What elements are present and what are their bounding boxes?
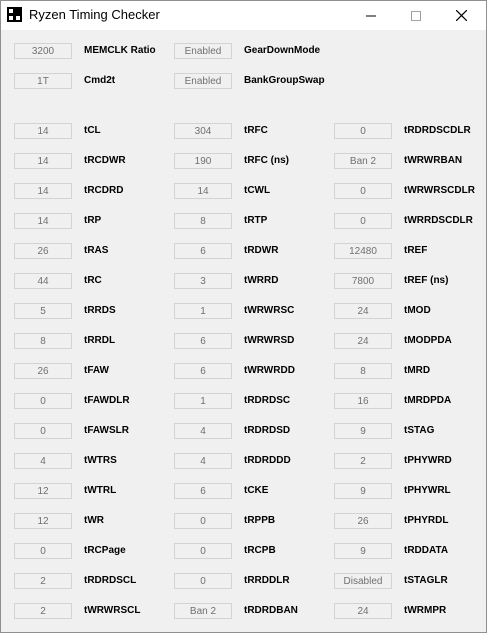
field-label: tRDRDSCDLR xyxy=(404,125,471,136)
field-label: tWRWRSCDLR xyxy=(404,185,475,196)
value-field: 7800 xyxy=(334,273,392,289)
field-label: tRP xyxy=(84,215,102,226)
value-field: Ban 2 xyxy=(174,603,232,619)
value-field: 0 xyxy=(174,513,232,529)
field-label: tMRD xyxy=(404,365,431,376)
value-field: 24 xyxy=(334,333,392,349)
value-field: 0 xyxy=(334,213,392,229)
field-label: tRCDRD xyxy=(84,185,124,196)
value-field: 0 xyxy=(174,573,232,589)
value-field: 16 xyxy=(334,393,392,409)
field-label: GearDownMode xyxy=(244,45,321,56)
value-field: 1 xyxy=(174,303,232,319)
field-label: tWRWRSCL xyxy=(84,605,141,616)
field-label: MEMCLK Ratio xyxy=(84,45,156,56)
value-field: 14 xyxy=(14,213,72,229)
field-label: Cmd2t xyxy=(84,75,116,86)
field-label: tWRMPR xyxy=(404,605,447,616)
value-field: 0 xyxy=(174,543,232,559)
value-field: Enabled xyxy=(174,43,232,59)
close-icon xyxy=(456,10,467,21)
field-label: tRFC xyxy=(244,125,268,136)
value-field: Enabled xyxy=(174,73,232,89)
field-label: tRAS xyxy=(84,245,109,256)
field-label: tREF xyxy=(404,245,428,256)
field-label: tPHYRDL xyxy=(404,515,449,526)
value-field: 1 xyxy=(174,393,232,409)
value-field: 5 xyxy=(14,303,72,319)
field-label: tRDDATA xyxy=(404,545,449,556)
field-label: tFAWSLR xyxy=(84,425,129,436)
field-label: tRCPB xyxy=(244,545,276,556)
value-field: 4 xyxy=(14,453,72,469)
field-label: tPHYWRD xyxy=(404,455,452,466)
field-label: tCL xyxy=(84,125,101,136)
value-field: 26 xyxy=(14,363,72,379)
value-field: 24 xyxy=(334,603,392,619)
field-label: tCKE xyxy=(244,485,269,496)
field-label: tRRDDLR xyxy=(244,575,290,586)
field-label: tMOD xyxy=(404,305,431,316)
value-field: 0 xyxy=(334,183,392,199)
value-field: 44 xyxy=(14,273,72,289)
value-field: 6 xyxy=(174,363,232,379)
field-label: tRRDL xyxy=(84,335,116,346)
field-label: tWRWRDD xyxy=(244,365,295,376)
field-label: tRDRDSCL xyxy=(84,575,137,586)
value-field: Disabled xyxy=(334,573,392,589)
value-field: 2 xyxy=(14,573,72,589)
window-title: Ryzen Timing Checker xyxy=(29,7,160,22)
field-label: tRDRDSD xyxy=(244,425,291,436)
value-field: 0 xyxy=(14,393,72,409)
value-field: 9 xyxy=(334,543,392,559)
field-label: tRDWR xyxy=(244,245,279,256)
field-label: tFAW xyxy=(84,365,109,376)
field-label: tWR xyxy=(84,515,104,526)
field-label: tWTRL xyxy=(84,485,117,496)
field-label: tRC xyxy=(84,275,102,286)
value-field: 8 xyxy=(14,333,72,349)
value-field: 8 xyxy=(334,363,392,379)
value-field: 6 xyxy=(174,483,232,499)
maximize-button[interactable] xyxy=(393,1,439,30)
value-field: 6 xyxy=(174,243,232,259)
minimize-button[interactable] xyxy=(348,1,394,30)
value-field: 24 xyxy=(334,303,392,319)
field-label: tRCDWR xyxy=(84,155,126,166)
value-field: 0 xyxy=(14,543,72,559)
field-label: tRTP xyxy=(244,215,268,226)
field-label: tWRRDSCDLR xyxy=(404,215,473,226)
field-label: tCWL xyxy=(244,185,271,196)
value-field: 2 xyxy=(334,453,392,469)
value-field: 2 xyxy=(14,603,72,619)
field-label: tMRDPDA xyxy=(404,395,452,406)
value-field: 190 xyxy=(174,153,232,169)
value-field: 26 xyxy=(334,513,392,529)
field-label: tWRWRSC xyxy=(244,305,295,316)
field-label: tRDRDDD xyxy=(244,455,291,466)
field-label: tFAWDLR xyxy=(84,395,130,406)
value-field: 14 xyxy=(14,183,72,199)
value-field: 0 xyxy=(14,423,72,439)
field-label: tREF (ns) xyxy=(404,275,449,286)
field-label: tWRRD xyxy=(244,275,279,286)
field-label: tSTAGLR xyxy=(404,575,448,586)
field-label: tSTAG xyxy=(404,425,435,436)
value-field: Ban 2 xyxy=(334,153,392,169)
value-field: 9 xyxy=(334,483,392,499)
value-field: 14 xyxy=(174,183,232,199)
value-field: 14 xyxy=(14,153,72,169)
title-bar[interactable] xyxy=(1,1,486,30)
field-label: tRRDS xyxy=(84,305,116,316)
field-label: tRFC (ns) xyxy=(244,155,289,166)
value-field: 1T xyxy=(14,73,72,89)
field-label: tWRWRSD xyxy=(244,335,295,346)
value-field: 12 xyxy=(14,483,72,499)
field-label: tRCPage xyxy=(84,545,126,556)
field-label: BankGroupSwap xyxy=(244,75,325,86)
close-button[interactable] xyxy=(438,1,484,30)
field-label: tWRWRBAN xyxy=(404,155,463,166)
field-label: tWTRS xyxy=(84,455,117,466)
value-field: 4 xyxy=(174,453,232,469)
value-field: 3 xyxy=(174,273,232,289)
maximize-icon xyxy=(411,11,421,21)
field-label: tRDRDBAN xyxy=(244,605,298,616)
value-field: 12 xyxy=(14,513,72,529)
value-field: 0 xyxy=(334,123,392,139)
value-field: 3200 xyxy=(14,43,72,59)
field-label: tMODPDA xyxy=(404,335,452,346)
value-field: 12480 xyxy=(334,243,392,259)
field-label: tPHYWRL xyxy=(404,485,451,496)
value-field: 9 xyxy=(334,423,392,439)
value-field: 4 xyxy=(174,423,232,439)
value-field: 26 xyxy=(14,243,72,259)
value-field: 6 xyxy=(174,333,232,349)
minimize-icon xyxy=(366,11,376,21)
value-field: 8 xyxy=(174,213,232,229)
app-icon xyxy=(7,7,22,22)
field-label: tRDRDSC xyxy=(244,395,291,406)
field-label: tRPPB xyxy=(244,515,276,526)
value-field: 304 xyxy=(174,123,232,139)
value-field: 14 xyxy=(14,123,72,139)
